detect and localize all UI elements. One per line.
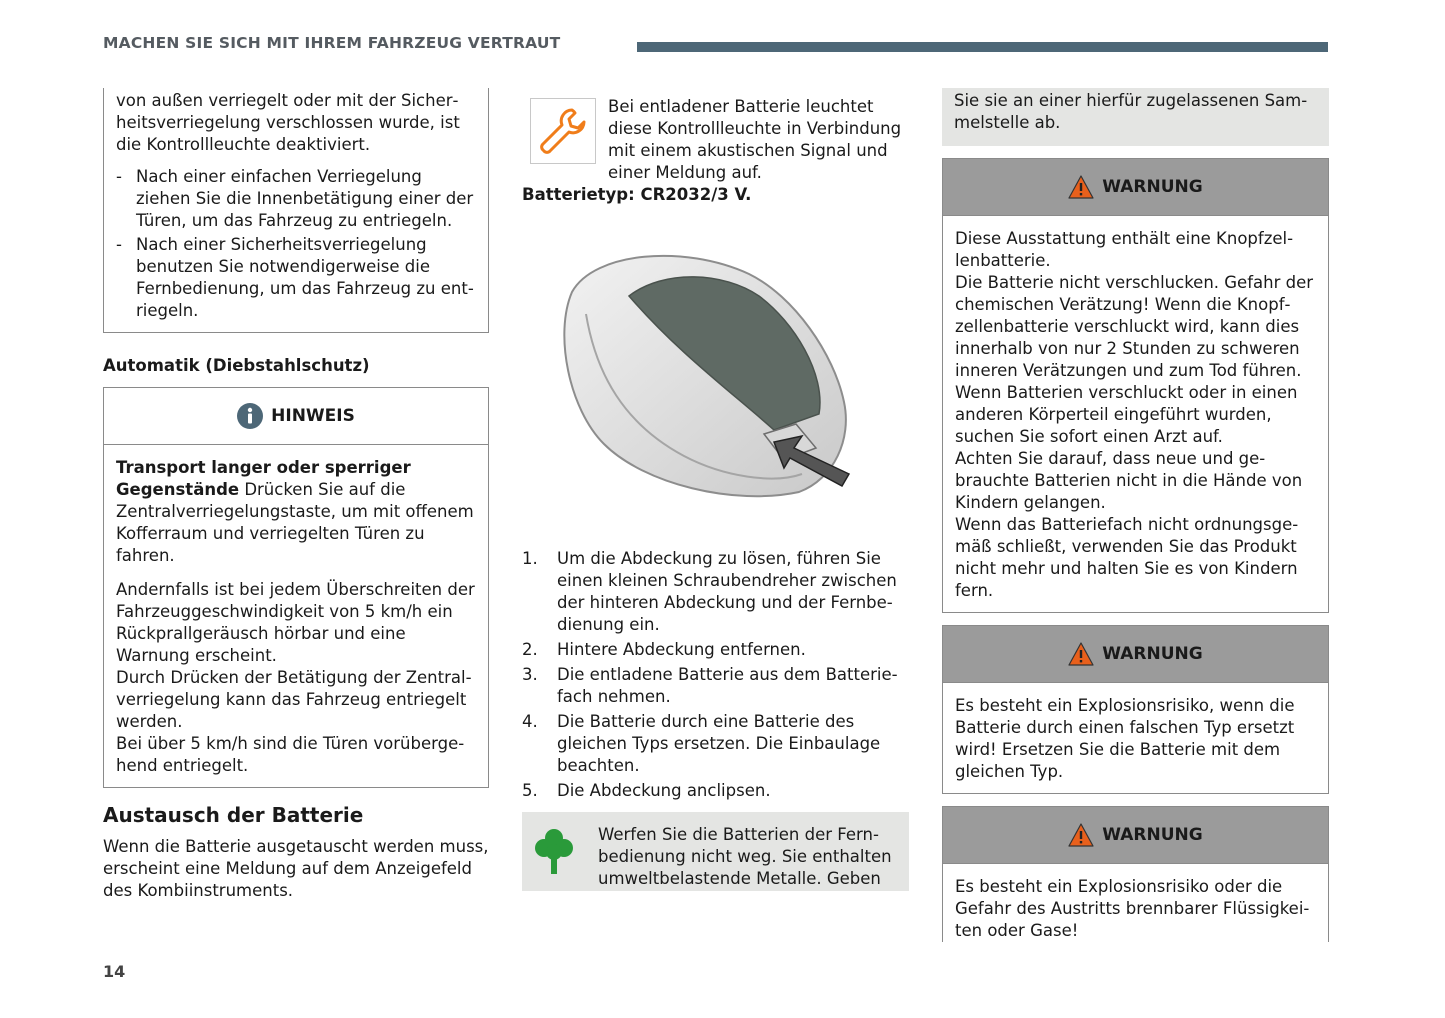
warning-box — [942, 158, 1329, 613]
warning-box — [942, 625, 1329, 794]
environment-text: Sie sie an einer hierfür zugelassenen Sammelstelle ab. — [954, 91, 1308, 132]
warning-text: Wenn Batterien verschluckt oder in einen anderen Körperteil eingeführt wurden, suchen Sie sofort einen Arzt auf. — [955, 383, 1298, 446]
continued-note-box — [103, 88, 489, 333]
hinweis-body — [104, 445, 488, 787]
tree-icon — [534, 828, 584, 891]
warning-header — [943, 807, 1328, 864]
warning-triangle-icon — [1068, 642, 1094, 666]
list-item — [522, 639, 909, 661]
hinweis-title: HINWEIS — [271, 406, 355, 426]
warning-text: Wenn das Batteriefach nicht ordnungsgemäß schließt, verwenden Sie das Produkt nicht mehr und halten Sie es von Kindern fern. — [955, 515, 1299, 600]
hinweis-paragraph: Andernfalls ist bei jedem Überschreiten der Fahrzeuggeschwindigkeit von 5 km/h ein Rückprallgeräusch hörbar und eine Warnung erscheint. — [116, 580, 475, 665]
environment-text: Werfen Sie die Batterien der Fernbedienung nicht weg. Sie enthalten umweltbelastende Metalle. Geben — [598, 825, 892, 888]
hinweis-paragraph: Bei über 5 km/h sind die Türen vorübergehend entriegelt. — [116, 734, 465, 775]
hinweis-box — [103, 387, 489, 788]
list-item-text: Nach einer Sicherheitsverriegelung benutzen Sie notwendigerweise die Fernbedienung, um das Fahrzeug zu entriegeln. — [136, 235, 474, 320]
hinweis-bold: Transport langer oder sperriger Gegenstände — [116, 458, 411, 499]
step-text: Hintere Abdeckung entfernen. — [557, 640, 806, 659]
step-number: 5. — [522, 781, 538, 800]
column-left — [103, 88, 489, 902]
step-text: Die Batterie durch eine Batterie des gleichen Typs ersetzen. Die Einbaulage beachten. — [557, 712, 881, 775]
warning-title: WARNUNG — [1102, 825, 1203, 845]
list-item — [522, 548, 909, 636]
warning-title: WARNUNG — [1102, 644, 1203, 664]
replacement-steps — [522, 548, 909, 802]
list-dash: - — [116, 235, 122, 254]
warning-text: Diese Ausstattung enthält eine Knopfzellenbatterie. — [955, 229, 1294, 270]
page-number: 14 — [103, 962, 126, 981]
continued-text: von außen verriegelt oder mit der Sicherheitsverriegelung verschlossen wurde, ist die Kontrollleuchte deaktiviert. — [116, 91, 460, 154]
list-dash: - — [116, 167, 122, 186]
header-bar — [637, 42, 1328, 52]
step-number: 4. — [522, 712, 538, 731]
warning-header — [943, 626, 1328, 683]
warning-text: Es besteht ein Explosionsrisiko, wenn die Batterie durch einen falschen Typ ersetzt wird! Ersetzen Sie die Batterie mit dem gleichen Typ. — [955, 696, 1295, 781]
warning-text: Achten Sie darauf, dass neue und gebrauchte Batterien nicht in die Hände von Kindern gelangen. — [955, 449, 1303, 512]
hinweis-text: Drücken Sie auf die Zentralverriegelungstaste, um mit offenem Kofferraum und verriegelten Türen zu fahren. — [116, 480, 474, 565]
hinweis-paragraph: Durch Drücken der Betätigung der Zentralverriegelung kann das Fahrzeug entriegelt werden. — [116, 668, 472, 731]
section-text: Wenn die Batterie ausgetauscht werden muss, erscheint eine Meldung auf dem Anzeigefeld des Kombiinstruments. — [103, 837, 489, 900]
warning-light-text: Bei entladener Batterie leuchtet diese Kontrollleuchte in Verbindung mit einem akustischen Signal und einer Meldung auf. — [608, 97, 902, 182]
warning-body — [943, 864, 1328, 942]
list-item — [522, 664, 909, 708]
step-text: Die Abdeckung anclipsen. — [557, 781, 771, 800]
step-number: 1. — [522, 549, 538, 568]
warning-box — [942, 806, 1329, 942]
list-item — [116, 166, 476, 232]
step-text: Die entladene Batterie aus dem Batteriefach nehmen. — [557, 665, 898, 706]
info-icon — [237, 403, 263, 429]
wrench-icon — [530, 98, 596, 164]
warning-light-row — [522, 96, 909, 184]
subheading: Automatik (Diebstahlschutz) — [103, 356, 370, 375]
warning-text: Es besteht ein Explosionsrisiko oder die Gefahr des Austritts brennbarer Flüssigkeiten oder Gase! — [955, 877, 1310, 940]
environment-note — [522, 812, 909, 891]
hinweis-paragraph — [116, 457, 476, 567]
list-item — [116, 234, 476, 322]
remote-key-illustration — [534, 234, 894, 524]
battery-type: Batterietyp: CR2032/3 V. — [522, 185, 752, 204]
warning-body — [943, 683, 1328, 793]
list-item — [522, 711, 909, 777]
list-item — [522, 780, 909, 802]
environment-note-continued — [942, 88, 1329, 146]
list-item-text: Nach einer einfachen Verriegelung ziehen Sie die Innenbetätigung einer der Türen, um das Fahrzeug zu entriegeln. — [136, 167, 474, 230]
warning-text: Die Batterie nicht verschlucken. Gefahr der chemischen Verätzung! Wenn die Knopfzellenbatterie verschluckt wird, kann dies innerhalb von nur 2 Stunden zu schweren inneren Verätzungen und zum Tod führen. — [955, 273, 1314, 380]
warning-header — [943, 159, 1328, 216]
hinweis-header — [104, 388, 488, 445]
warning-body — [943, 216, 1328, 612]
step-number: 3. — [522, 665, 538, 684]
warning-triangle-icon — [1068, 823, 1094, 847]
chapter-title: MACHEN SIE SICH MIT IHREM FAHRZEUG VERTRAUT — [103, 34, 561, 52]
warning-title: WARNUNG — [1102, 177, 1203, 197]
column-right — [942, 88, 1329, 942]
step-text: Um die Abdeckung zu lösen, führen Sie einen kleinen Schraubendreher zwischen der hinteren Abdeckung und der Fernbedienung ein. — [557, 549, 897, 634]
step-number: 2. — [522, 640, 538, 659]
warning-triangle-icon — [1068, 175, 1094, 199]
column-middle — [522, 88, 909, 891]
section-title: Austausch der Batterie — [103, 803, 364, 827]
